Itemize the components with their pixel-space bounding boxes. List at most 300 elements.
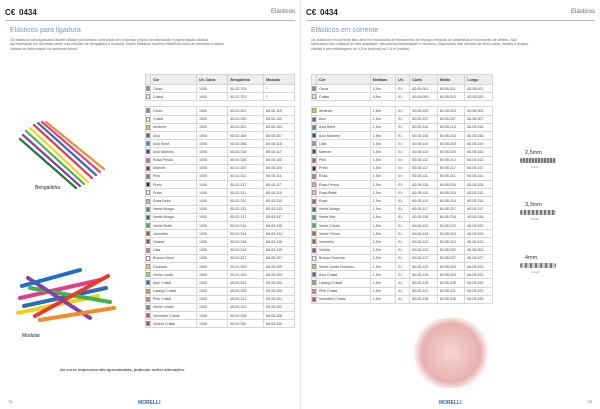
row-ref-curto: 60.05.113 xyxy=(410,238,438,246)
row-ref-modular: 65.05.120 xyxy=(264,156,295,164)
col-cor: Cor xyxy=(317,75,371,85)
row-color-name: Verde Cristal xyxy=(151,303,197,311)
swatch-icon xyxy=(146,239,150,244)
row-qty: 01 xyxy=(396,230,410,238)
row-ref-modular: 60.05.119 xyxy=(264,107,295,115)
row-size: 1,5m xyxy=(370,115,395,123)
row-color-name: Dourado xyxy=(151,262,197,270)
page-title: Elásticos em corrente xyxy=(311,27,379,34)
row-qty: 1000 xyxy=(197,295,228,303)
row-qty: 01 xyxy=(396,85,410,93)
row-ref-modular: 65.05.307 xyxy=(264,131,295,139)
row-ref-longo: 60.05.303 xyxy=(465,107,493,115)
table-row xyxy=(312,279,493,287)
row-ref-bengalinha: 65.02.330 xyxy=(228,320,264,328)
row-ref-longo: 60.05.302 xyxy=(465,246,493,254)
page-header xyxy=(5,7,295,21)
row-ref-bengalinha: 65.02.312 xyxy=(228,172,264,180)
row-qty: 01 xyxy=(396,164,410,172)
row-qty: 01 xyxy=(396,287,410,295)
swatch-icon xyxy=(146,158,150,163)
row-qty: 01 xyxy=(396,279,410,287)
row-ref-modular: 60.05.103 xyxy=(264,123,295,131)
table-row xyxy=(146,140,295,148)
row-ref-bengalinha: 65.02.317 xyxy=(228,181,264,189)
row-color-name: Azul xyxy=(151,131,197,139)
row-ref-medio: 60.05.218 xyxy=(437,213,465,221)
row-ref-modular: 65.05.320 xyxy=(264,164,295,172)
table-row xyxy=(312,131,493,139)
product-photo xyxy=(411,318,491,388)
table-row xyxy=(146,115,295,123)
row-color-name: Violeta xyxy=(317,246,371,254)
col-curto: Curto xyxy=(410,75,438,85)
row-ref-medio: 60.05.215 xyxy=(437,123,465,131)
row-qty: 1000 xyxy=(197,181,228,189)
swatch-icon xyxy=(146,248,150,253)
table-row xyxy=(312,262,493,270)
row-ref-curto: 60.05.117 xyxy=(410,205,438,213)
row-ref-modular: 65.05.327 xyxy=(264,254,295,262)
dim-long-value: 4mm xyxy=(525,255,538,261)
table-row xyxy=(146,172,295,180)
page-description: Os elásticos em corrente são úteis em mecânicas de fechamento de espaço,retração de amarrarias e movimento de dentes. São fabricados com material de alta qualidade, oferecendo elasticidade e memória. Disponíveis nas versões de elos curtos, médios e longos, cristais e em embalagens de 4,5 m (bobina) ou 1,5 m (cartão). xyxy=(311,38,529,51)
row-ref-modular: 65.02.102 xyxy=(264,115,295,123)
table-row xyxy=(312,238,493,246)
caption-modular: Modular xyxy=(22,333,41,339)
swatch-icon xyxy=(146,108,150,113)
row-ref-curto: 60.05.125 xyxy=(410,279,438,287)
row-size: 1,5m xyxy=(370,189,395,197)
swatch-icon xyxy=(312,190,316,195)
row-ref-curto: 60.05.124 xyxy=(410,271,438,279)
row-color-name: Lilás xyxy=(317,140,371,148)
table-row xyxy=(146,189,295,197)
row-color-name: Pink Cristal xyxy=(317,287,371,295)
table-row xyxy=(312,189,493,197)
table-row xyxy=(146,295,295,303)
row-qty: 01 xyxy=(396,172,410,180)
row-ref-curto: 60.05.110 xyxy=(410,189,438,197)
row-color-name: Vermelho Cristal xyxy=(151,312,197,320)
swatch-icon xyxy=(146,190,150,195)
col-medidas: Medidas xyxy=(370,75,395,85)
row-color-name: Verde Musgo xyxy=(317,205,371,213)
row-ref-curto: 60.05.116 xyxy=(410,131,438,139)
row-qty: 1000 xyxy=(197,93,228,101)
row-ref-curto: 60.05.122 xyxy=(410,222,438,230)
swatch-icon xyxy=(312,199,316,204)
row-ref-curto: 60.05.112 xyxy=(410,156,438,164)
table-row xyxy=(146,287,295,295)
row-color-name: Preto xyxy=(317,164,371,172)
ce-code: 0434 xyxy=(320,8,338,17)
corrente-table xyxy=(311,74,493,304)
row-ref-medio: 60.05.207 xyxy=(437,115,465,123)
swatch-icon xyxy=(146,272,150,277)
swatch-icon xyxy=(146,199,150,204)
row-ref-bengalinha: 60.02.701 xyxy=(228,93,264,101)
row-qty: 1000 xyxy=(197,140,228,148)
table-row xyxy=(312,254,493,262)
row-ref-longo: 60.05.311 xyxy=(465,172,493,180)
table-row xyxy=(146,85,295,93)
modular-image xyxy=(10,258,120,328)
page-number: 78 xyxy=(8,399,13,404)
row-ref-bengalinha: 65.02.313 xyxy=(228,205,264,213)
row-ref-curto: 60.05.115 xyxy=(410,123,438,131)
row-color-name: Amarelo xyxy=(317,107,371,115)
table-row xyxy=(312,205,493,213)
row-color-name: Vermelho Cristal xyxy=(317,295,371,303)
swatch-icon xyxy=(312,108,316,113)
row-ref-bengalinha: 65.02.302 xyxy=(228,123,264,131)
row-ref-curto: 60.05.117 xyxy=(410,164,438,172)
swatch-icon xyxy=(146,141,150,146)
row-qty: 01 xyxy=(396,93,410,101)
table-row xyxy=(312,85,493,93)
swatch-icon xyxy=(312,272,316,277)
table-row xyxy=(146,279,295,287)
table-row xyxy=(146,164,295,172)
swatch-icon xyxy=(146,174,150,179)
row-qty: 1000 xyxy=(197,279,228,287)
table-row xyxy=(312,123,493,131)
swatch-icon xyxy=(312,239,316,244)
swatch-icon xyxy=(312,289,316,294)
swatch-icon xyxy=(312,248,316,253)
table-row xyxy=(146,148,295,156)
swatch-icon xyxy=(146,223,150,228)
row-color-name: Marrom xyxy=(151,164,197,172)
row-qty: 1000 xyxy=(197,156,228,164)
row-ref-longo: 60.05.320 xyxy=(465,148,493,156)
swatch-icon xyxy=(146,256,150,261)
row-ref-curto: 60.05.124 xyxy=(410,230,438,238)
row-ref-longo: 60.05.317 xyxy=(465,164,493,172)
ce-code: 0434 xyxy=(19,8,37,17)
row-ref-longo: 60.05.314 xyxy=(465,197,493,205)
swatch-icon xyxy=(146,125,150,130)
row-qty: 1000 xyxy=(197,320,228,328)
row-qty: 1000 xyxy=(197,172,228,180)
row-ref-medio: 60.05.221 xyxy=(437,287,465,295)
table-row xyxy=(312,213,493,221)
swatch-icon xyxy=(312,86,316,91)
table-row xyxy=(312,140,493,148)
row-color-name: Pink xyxy=(151,172,197,180)
row-ref-medio: 60.05.011 xyxy=(437,85,465,93)
row-ref-modular: 65.05.117 xyxy=(264,181,295,189)
row-color-name: Amarelo xyxy=(151,123,197,131)
row-ref-curto: 60.05.123 xyxy=(410,262,438,270)
row-ref-bengalinha: 65.02.314 xyxy=(228,230,264,238)
row-qty: 1000 xyxy=(197,197,228,205)
row-size: 1,5m xyxy=(370,246,395,254)
swatch-icon xyxy=(312,141,316,146)
table-row xyxy=(312,287,493,295)
row-color-name: Rosa Pérola xyxy=(317,181,371,189)
table-header xyxy=(312,75,493,85)
table-row xyxy=(312,295,493,303)
row-ref-longo: 60.05.316 xyxy=(465,131,493,139)
row-ref-longo: 60.05.307 xyxy=(465,115,493,123)
row-qty: 01 xyxy=(396,123,410,131)
row-size: 1,5m xyxy=(370,254,395,262)
row-ref-curto: 60.05.111 xyxy=(410,172,438,180)
row-size: 1,5m xyxy=(370,181,395,189)
row-color-name: Cinza xyxy=(151,85,197,93)
table-row xyxy=(146,181,295,189)
row-qty: 1000 xyxy=(197,246,228,254)
chain-medium-icon xyxy=(520,210,556,215)
row-qty: 01 xyxy=(396,213,410,221)
row-color-name: Verde Musgo xyxy=(151,213,197,221)
swatch-icon xyxy=(146,289,150,294)
row-color-name: Azul Bebê xyxy=(151,140,197,148)
row-ref-bengalinha: 65.02.306 xyxy=(228,140,264,148)
swatch-icon xyxy=(146,264,150,269)
row-ref-bengalinha: 65.02.320 xyxy=(228,164,264,172)
row-color-name: Verde Limão Fluoresc. xyxy=(317,262,371,270)
swatch-icon xyxy=(312,223,316,228)
row-ref-longo: 60.05.318 xyxy=(465,213,493,221)
row-ref-longo: 60.05.324 xyxy=(465,271,493,279)
dim-short-value: 2,5mm xyxy=(525,150,542,156)
table-row xyxy=(312,148,493,156)
row-size: 1,5m xyxy=(370,148,395,156)
row-color-name: Rosa Bebê xyxy=(151,197,197,205)
row-qty: 1000 xyxy=(197,262,228,270)
swatch-icon xyxy=(146,321,150,326)
row-ref-medio: 60.05.224 xyxy=(437,230,465,238)
row-ref-modular: * xyxy=(264,85,295,93)
row-ref-curto: 60.05.001 xyxy=(410,85,438,93)
row-ref-bengalinha: 65.02.323 xyxy=(228,271,264,279)
row-ref-longo: 60.05.323 xyxy=(465,262,493,270)
row-color-name: Rosa xyxy=(317,197,371,205)
row-color-name: Marrom xyxy=(317,148,371,156)
row-qty: 1000 xyxy=(197,205,228,213)
row-ref-curto: 60.05.119 xyxy=(410,140,438,148)
table-row xyxy=(312,164,493,172)
row-color-name: Cristal xyxy=(151,115,197,123)
swatch-icon xyxy=(146,297,150,302)
table-row xyxy=(312,107,493,115)
row-ref-curto: 60.05.127 xyxy=(410,254,438,262)
table-row xyxy=(146,230,295,238)
table-row xyxy=(146,107,295,115)
table-row xyxy=(146,254,295,262)
swatch-icon xyxy=(146,231,150,236)
row-ref-bengalinha: 60.02.704 xyxy=(228,85,264,93)
row-color-name: Vermelho xyxy=(151,230,197,238)
row-qty: 01 xyxy=(396,181,410,189)
row-size: 1,5m xyxy=(370,230,395,238)
dim-medium-label: Médio xyxy=(531,217,540,221)
row-ref-longo: 60.05.315 xyxy=(465,123,493,131)
row-size: 1,5m xyxy=(370,164,395,172)
swatch-icon xyxy=(146,117,150,122)
row-color-name: Verde Mar xyxy=(317,213,371,221)
swatch-icon xyxy=(312,117,316,122)
row-ref-bengalinha: 65.02.324 xyxy=(228,279,264,287)
table-row xyxy=(312,93,493,101)
swatch-icon xyxy=(312,94,316,99)
swatch-icon xyxy=(312,280,316,285)
row-ref-modular: 65.05.329 xyxy=(264,262,295,270)
row-ref-bengalinha: 65.02.321 xyxy=(228,295,264,303)
row-qty: 01 xyxy=(396,222,410,230)
row-ref-bengalinha: 65.02.315 xyxy=(228,222,264,230)
row-color-name: Azul Cristal xyxy=(151,279,197,287)
swatch-icon xyxy=(312,207,316,212)
row-ref-modular: 65.05.110 xyxy=(264,189,295,197)
row-ref-bengalinha: 65.02.327 xyxy=(228,254,264,262)
col-bengalinha: Bengalinha xyxy=(228,75,264,85)
row-ref-medio: 60.05.227 xyxy=(437,254,465,262)
row-color-name: Preto xyxy=(151,181,197,189)
row-ref-modular: 65.05.323 xyxy=(264,271,295,279)
row-ref-longo: 60.05.021 xyxy=(465,85,493,93)
row-ref-bengalinha: 65.02.200 xyxy=(228,115,264,123)
row-color-name: Pink xyxy=(317,156,371,164)
dim-short-label: Curto xyxy=(531,165,539,169)
row-qty: 01 xyxy=(396,131,410,139)
col-un: Un. Caixa xyxy=(197,75,228,85)
chain-long-icon xyxy=(520,263,556,268)
row-color-name: Verde Cristal xyxy=(317,222,371,230)
row-ref-curto: 60.05.103 xyxy=(410,107,438,115)
row-ref-longo: 60.05.020 xyxy=(465,93,493,101)
row-ref-curto: 60.05.118 xyxy=(410,213,438,221)
row-color-name: Verde Musgo xyxy=(151,205,197,213)
row-ref-bengalinha: 65.02.201 xyxy=(228,107,264,115)
row-size: 1,5m xyxy=(370,123,395,131)
row-ref-curto: 60.05.128 xyxy=(410,295,438,303)
row-ref-modular: 65.05.319 xyxy=(264,246,295,254)
row-size: 1,5m xyxy=(370,131,395,139)
row-ref-medio: 60.05.219 xyxy=(437,140,465,148)
table-row xyxy=(146,262,295,270)
row-size: 4,5m xyxy=(370,93,395,101)
dim-medium-value: 3,3mm xyxy=(525,202,542,208)
section-label: Elásticos xyxy=(570,9,595,15)
morelli-logo: MORELLI xyxy=(439,400,462,406)
table-header xyxy=(146,75,295,85)
row-ref-curto: 60.05.126 xyxy=(410,181,438,189)
row-ref-medio: 60.05.222 xyxy=(437,222,465,230)
row-ref-modular: * xyxy=(264,93,295,101)
swatch-icon xyxy=(146,215,150,220)
swatch-icon xyxy=(146,166,150,171)
row-size: 1,5m xyxy=(370,156,395,164)
row-ref-modular: 65.05.325 xyxy=(264,287,295,295)
row-ref-longo: 60.05.321 xyxy=(465,287,493,295)
row-qty: 1000 xyxy=(197,148,228,156)
row-ref-medio: 60.05.225 xyxy=(437,279,465,287)
swatch-icon xyxy=(312,215,316,220)
row-ref-modular: 65.05.318 xyxy=(264,238,295,246)
row-qty: 01 xyxy=(396,295,410,303)
row-ref-medio: 60.05.223 xyxy=(437,262,465,270)
row-color-name: Cinza xyxy=(151,107,197,115)
row-qty: 1000 xyxy=(197,271,228,279)
row-color-name: Azul Bebê xyxy=(317,123,371,131)
row-ref-longo: 60.05.324 xyxy=(465,230,493,238)
row-ref-longo: 60.05.327 xyxy=(465,254,493,262)
row-ref-modular: 65.05.328 xyxy=(264,312,295,320)
row-qty: 1000 xyxy=(197,222,228,230)
row-qty: 1000 xyxy=(197,189,228,197)
swatch-icon xyxy=(312,158,316,163)
row-size: 1,5m xyxy=(370,213,395,221)
row-color-name: Violeta xyxy=(151,238,197,246)
col-modular: Modular xyxy=(264,75,295,85)
row-qty: 1000 xyxy=(197,107,228,115)
row-ref-modular: 65.05.315 xyxy=(264,222,295,230)
row-ref-bengalinha: 65.02.309 xyxy=(228,131,264,139)
row-color-name: Laranja Cristal xyxy=(317,279,371,287)
row-qty: 01 xyxy=(396,115,410,123)
page-header xyxy=(306,7,595,21)
row-color-name: Violeta Cristal xyxy=(151,320,197,328)
row-ref-medio: 60.05.226 xyxy=(437,181,465,189)
row-color-name: Azul xyxy=(317,115,371,123)
dim-long-label: Longo xyxy=(531,270,540,274)
row-size: 1,5m xyxy=(370,287,395,295)
table-row xyxy=(146,320,295,328)
row-size: 4,5m xyxy=(370,85,395,93)
row-qty: 01 xyxy=(396,140,410,148)
table-row xyxy=(312,271,493,279)
row-qty: 01 xyxy=(396,238,410,246)
swatch-icon xyxy=(312,149,316,154)
row-color-name: Laranja Cristal xyxy=(151,287,197,295)
table-row xyxy=(146,205,295,213)
row-ref-bengalinha: 65.02.322 xyxy=(228,303,264,311)
row-ref-modular: 60.05.115 xyxy=(264,140,295,148)
row-color-name: Pink Cristal xyxy=(151,295,197,303)
row-ref-modular: 65.05.321 xyxy=(264,295,295,303)
row-ref-medio: 60.05.211 xyxy=(437,172,465,180)
row-ref-curto: 60.05.000 xyxy=(410,93,438,101)
row-qty: 01 xyxy=(396,271,410,279)
col-cor: Cor xyxy=(151,75,197,85)
swatch-icon xyxy=(146,305,150,310)
row-ref-longo: 60.05.328 xyxy=(465,295,493,303)
row-ref-modular: 65.05.314 xyxy=(264,230,295,238)
row-color-name: Rosa Bebê xyxy=(317,189,371,197)
table-row xyxy=(146,123,295,131)
page-description: Os elásticos para ligaduras Morelli utilizam poliuretano controlado em processo próprio de fabricação e pigmentação atóxica. Apresentação em diversas cores: nas versões de bengalinha e modular. Esses elásticos mantêm eficiência nova de memória e baixos índices de deformação no ambiente bucal. xyxy=(10,38,224,51)
row-ref-bengalinha: 65.02.328 xyxy=(228,312,264,320)
row-ref-modular: 65.05.317 xyxy=(264,213,295,221)
row-ref-bengalinha: 65.02.311 xyxy=(228,189,264,197)
row-ref-medio: 60.05.220 xyxy=(437,148,465,156)
row-ref-medio: 60.05.010 xyxy=(437,93,465,101)
row-size: 1,5m xyxy=(370,140,395,148)
row-ref-medio: 60.05.214 xyxy=(437,197,465,205)
row-ref-bengalinha: 65.02.319 xyxy=(228,246,264,254)
row-color-name: Prata xyxy=(151,189,197,197)
row-color-name: Rosa Pérola xyxy=(151,156,197,164)
row-color-name: Cristal xyxy=(317,93,371,101)
row-ref-medio: 60.05.228 xyxy=(437,295,465,303)
row-qty: 01 xyxy=(396,107,410,115)
row-size: 1,5m xyxy=(370,295,395,303)
table-row xyxy=(146,271,295,279)
